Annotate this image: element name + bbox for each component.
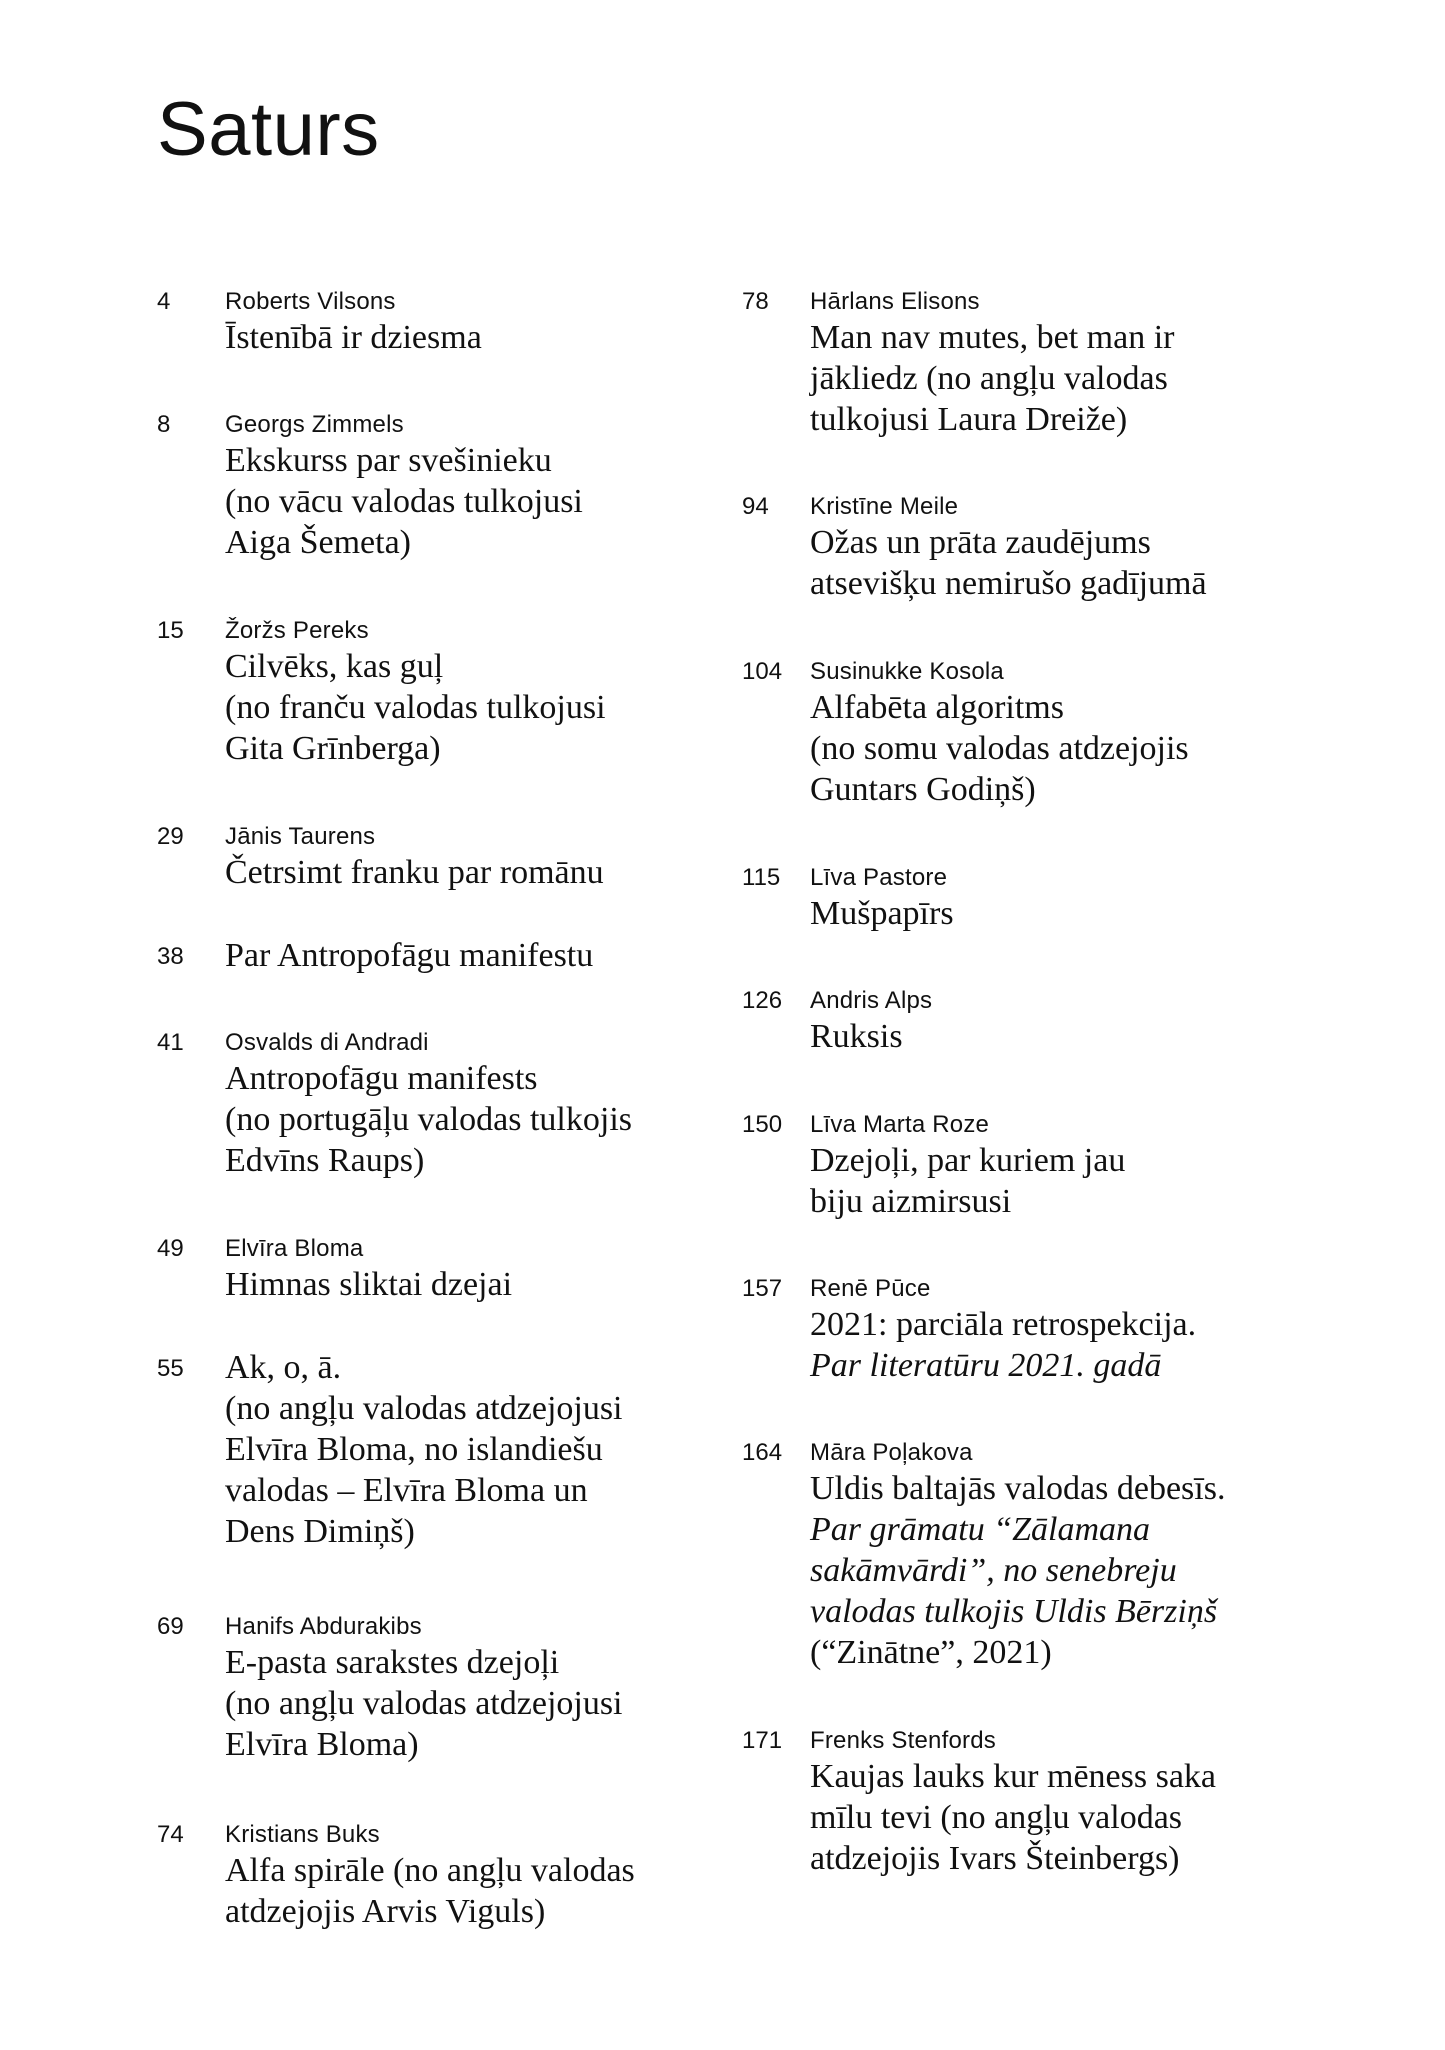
entry-body [225, 1235, 725, 1305]
work-title [225, 1058, 725, 1181]
work-title [225, 317, 725, 358]
work-title-line: Īstenībā ir dziesma [225, 319, 482, 356]
work-title-line: Mušpapīrs [810, 895, 954, 932]
work-title-line: (no portugāļu valodas tulkojis [225, 1101, 633, 1138]
page-number: 15 [157, 617, 184, 644]
work-title-line: sakāmvārdi”, no senebreju [810, 1552, 1177, 1589]
entry-body [810, 1439, 1310, 1673]
author-name: Susinukke Kosola [810, 658, 1004, 685]
author-name: Osvalds di Andradi [225, 1029, 429, 1056]
page-number: 94 [742, 493, 769, 520]
work-title-line: atdzejojis Arvis Viguls) [225, 1893, 546, 1930]
work-title-line: (no vācu valodas tulkojusi [225, 483, 583, 520]
work-title-line: atsevišķu nemirušo gadījumā [810, 565, 1207, 602]
work-title-line: Guntars Godiņš) [810, 771, 1036, 808]
author-name: Elvīra Bloma [225, 1235, 364, 1262]
page-number: 29 [157, 823, 184, 850]
work-title-line: jākliedz (no angļu valodas [810, 360, 1168, 397]
entry-body [810, 1111, 1310, 1222]
work-title-line: Ak, o, ā. [225, 1349, 342, 1386]
author-name: Renē Pūce [810, 1275, 931, 1302]
author-name: Māra Poļakova [810, 1439, 973, 1466]
author-name: Georgs Zimmels [225, 411, 404, 438]
work-title-line: valodas – Elvīra Bloma un [225, 1472, 588, 1509]
work-title-line: (“Zinātne”, 2021) [810, 1634, 1052, 1671]
work-title [225, 935, 725, 976]
work-title-line: Četrsimt franku par romānu [225, 854, 604, 891]
work-title [225, 852, 725, 893]
page-number: 171 [742, 1727, 783, 1754]
author-name: Kristians Buks [225, 1821, 380, 1848]
entry-body [810, 288, 1310, 440]
work-title [810, 1016, 1310, 1057]
entry-body [225, 937, 725, 976]
work-title-line: (no angļu valodas atdzejojusi [225, 1390, 623, 1427]
work-title-line: valodas tulkojis Uldis Bērziņš [810, 1593, 1218, 1630]
page-number: 104 [742, 658, 783, 685]
entry-body [225, 1613, 725, 1765]
entry-body [810, 493, 1310, 604]
work-title-line: Alfa spirāle (no angļu valodas [225, 1852, 635, 1889]
author-name: Hārlans Elisons [810, 288, 980, 315]
work-title-line: Elvīra Bloma, no islandiešu [225, 1431, 603, 1468]
work-title [810, 1304, 1310, 1386]
work-title [810, 893, 1310, 934]
work-title-line: Man nav mutes, bet man ir [810, 319, 1175, 356]
work-title-line: (no angļu valodas atdzejojusi [225, 1685, 623, 1722]
work-title [225, 1264, 725, 1305]
work-title-line: (no somu valodas atdzejojis [810, 730, 1189, 767]
author-name: Kristīne Meile [810, 493, 959, 520]
work-title-line: Uldis baltajās valodas debesīs. [810, 1470, 1226, 1507]
work-title-line: Antropofāgu manifests [225, 1060, 538, 1097]
page-number: 55 [157, 1355, 184, 1382]
page-number: 78 [742, 288, 769, 315]
author-name: Hanifs Abdurakibs [225, 1613, 422, 1640]
page-number: 38 [157, 943, 184, 970]
work-title-line: Elvīra Bloma) [225, 1726, 419, 1763]
page-number: 126 [742, 987, 783, 1014]
work-title [810, 522, 1310, 604]
work-title-line: (no franču valodas tulkojusi [225, 689, 606, 726]
work-title-line: Edvīns Raups) [225, 1142, 425, 1179]
work-title-line: Ožas un prāta zaudējums [810, 524, 1151, 561]
entry-body [225, 288, 725, 358]
entry-body [810, 658, 1310, 810]
entry-body [225, 617, 725, 769]
author-name: Andris Alps [810, 987, 933, 1014]
work-title [810, 317, 1310, 440]
work-title [810, 687, 1310, 810]
work-title-line: Himnas sliktai dzejai [225, 1266, 513, 1303]
author-name: Jānis Taurens [225, 823, 376, 850]
work-title [225, 1850, 725, 1932]
page-number: 157 [742, 1275, 783, 1302]
entry-body [225, 411, 725, 563]
entry-body [225, 823, 725, 893]
entry-body [225, 1029, 725, 1181]
entry-body [225, 1349, 725, 1552]
page-number: 74 [157, 1821, 184, 1848]
entry-body [810, 864, 1310, 934]
entry-body [810, 1727, 1310, 1879]
work-title-line: Aiga Šemeta) [225, 524, 411, 561]
work-title-line: tulkojusi Laura Dreiže) [810, 401, 1128, 438]
work-title-line: E-pasta sarakstes dzejoļi [225, 1644, 560, 1681]
author-name: Žoržs Pereks [225, 617, 369, 644]
work-title [810, 1468, 1310, 1673]
author-name: Frenks Stenfords [810, 1727, 996, 1754]
work-title [225, 440, 725, 563]
work-title-line: Kaujas lauks kur mēness saka [810, 1758, 1217, 1795]
entry-body [810, 987, 1310, 1057]
work-title-line: Gita Grīnberga) [225, 730, 441, 767]
page-number: 49 [157, 1235, 184, 1262]
entry-body [810, 1275, 1310, 1386]
work-title-line: mīlu tevi (no angļu valodas [810, 1799, 1183, 1836]
page-number: 4 [157, 288, 171, 315]
page-number: 150 [742, 1111, 783, 1138]
work-title-line: Par grāmatu “Zālamana [810, 1511, 1151, 1548]
page-number: 41 [157, 1029, 184, 1056]
work-title-line: atdzejojis Ivars Šteinbergs) [810, 1840, 1180, 1877]
work-title-line: Dens Dimiņš) [225, 1513, 415, 1550]
work-title-line: Ruksis [810, 1018, 903, 1055]
page-number: 8 [157, 411, 171, 438]
work-title-line: biju aizmirsusi [810, 1183, 1012, 1220]
work-title-line: Dzejoļi, par kuriem jau [810, 1142, 1126, 1179]
work-title [810, 1756, 1310, 1879]
work-title-line: Par literatūru 2021. gadā [810, 1347, 1162, 1384]
author-name: Līva Marta Roze [810, 1111, 990, 1138]
page-number: 115 [742, 864, 781, 891]
work-title-line: 2021: parciāla retrospekcija. [810, 1306, 1197, 1343]
work-title [225, 646, 725, 769]
work-title-line: Par Antropofāgu manifestu [225, 937, 594, 974]
work-title [810, 1140, 1310, 1222]
entry-body [225, 1821, 725, 1932]
page-title: Saturs [157, 87, 380, 172]
author-name: Roberts Vilsons [225, 288, 396, 315]
work-title-line: Ekskurss par svešinieku [225, 442, 552, 479]
page-number: 69 [157, 1613, 184, 1640]
work-title [225, 1347, 725, 1552]
page-number: 164 [742, 1439, 783, 1466]
work-title-line: Cilvēks, kas guļ [225, 648, 444, 685]
work-title [225, 1642, 725, 1765]
author-name: Līva Pastore [810, 864, 948, 891]
work-title-line: Alfabēta algoritms [810, 689, 1064, 726]
